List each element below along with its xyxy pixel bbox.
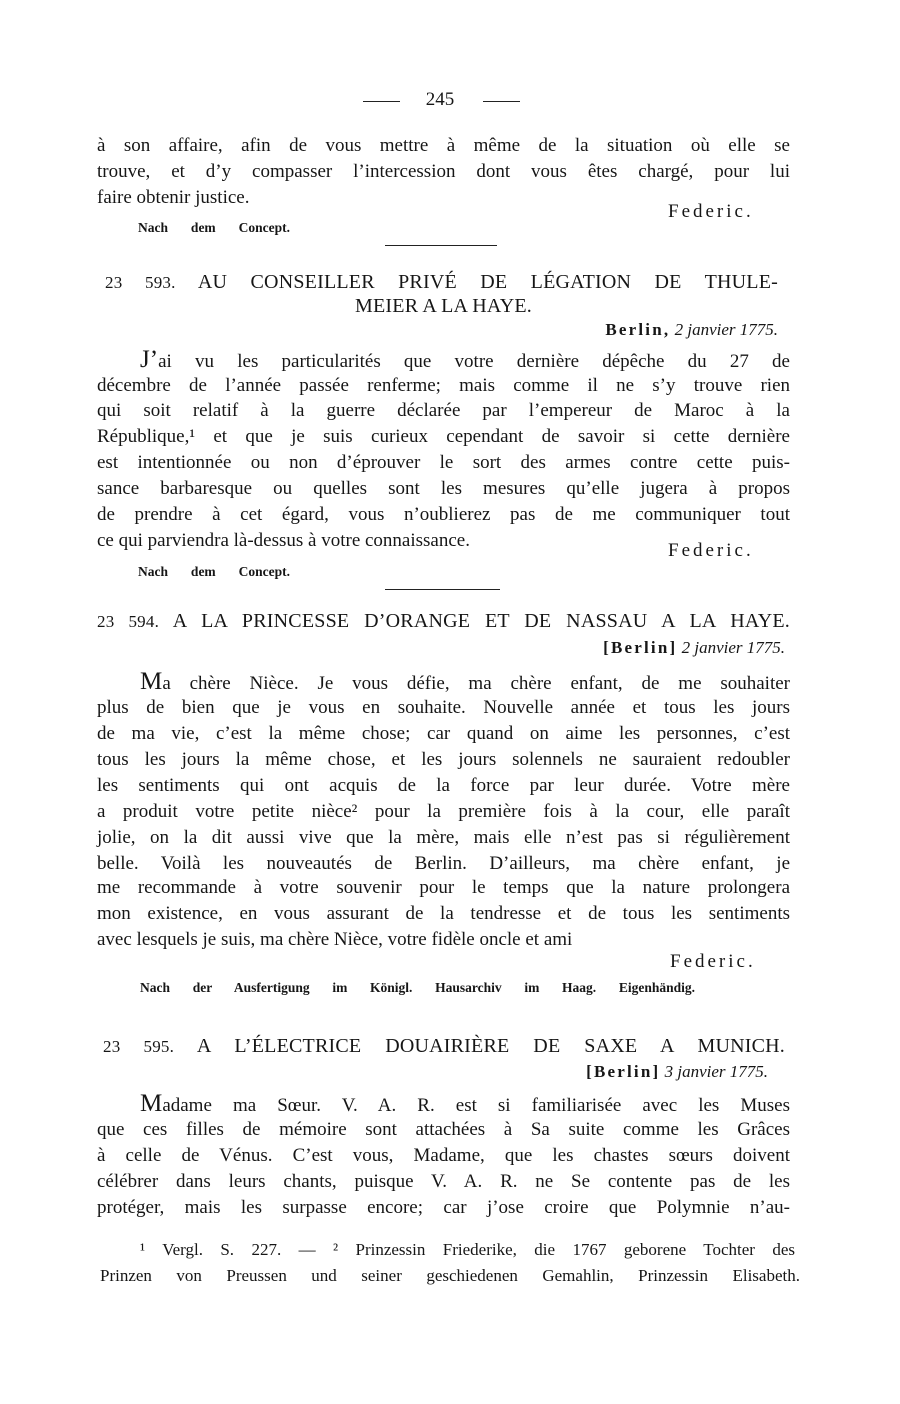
letter-line: à celle de Vénus. C’est vous, Madame, que les chastes sœurs doivent <box>97 1145 790 1166</box>
letter-line: protéger, mais les surpasse encore; car j’ose croire que Polymnie n’au- <box>97 1197 790 1218</box>
continuation-line: faire obtenir justice. <box>97 187 250 208</box>
letter-line: Ma chère Nièce. Je vous défie, ma chère enfant, de me souhaiter <box>140 668 790 695</box>
dateline-place: Berlin, <box>605 320 671 339</box>
letter-line: belle. Voilà les nouveautés de Berlin. D’ailleurs, ma chère enfant, je <box>97 853 790 874</box>
letter-line: célébrer dans leurs chants, puisque V. A. R. ne Se contente pas de les <box>97 1171 790 1192</box>
dateline-date: 2 janvier 1775. <box>674 320 778 339</box>
continuation-line: trouve, et d’y compasser l’intercession dont vous êtes chargé, pour lui <box>97 161 790 182</box>
letter-line: avec lesquels je suis, ma chère Nièce, votre fidèle oncle et ami <box>97 929 573 950</box>
letter-heading-line <box>105 269 778 295</box>
letter-number: 23 595. <box>103 1037 175 1056</box>
letter-line: Madame ma Sœur. V. A. R. est si familiarisée avec les Muses <box>140 1090 790 1117</box>
letter-line: qui soit relatif à la guerre déclarée par l’empereur de Maroc à la <box>97 400 790 421</box>
page-number-rule-left <box>363 101 400 102</box>
letter-heading: A LA PRINCESSE D’ORANGE ET DE NASSAU A LA HAYE. <box>172 610 790 632</box>
letter-heading: A L’ÉLECTRICE DOUAIRIÈRE DE SAXE A MUNICH. <box>196 1035 785 1057</box>
letter-line: tous les jours la même chose, et les jours solennels ne sauraient redoubler <box>97 749 790 770</box>
letter-heading-line <box>103 1033 785 1059</box>
signature: Federic. <box>668 540 754 561</box>
letter-line: plus de bien que je vous en souhaite. Nouvelle année et tous les jours <box>97 697 790 718</box>
dateline-date: 2 janvier 1775. <box>681 638 785 657</box>
letter-line: jolie, on la dit aussi vive que la mère, mais elle n’est pas si régulièrement <box>97 827 790 848</box>
letter-line: République,¹ et que je suis curieux cependant de savoir si cette dernière <box>97 426 790 447</box>
letter-line: de ma vie, c’est la même chose; car quand on aime les personnes, c’est <box>97 723 790 744</box>
page-number: 245 <box>425 89 455 110</box>
source-note: Nach dem Concept. <box>138 220 290 235</box>
letter-line: a produit votre petite nièce² pour la première fois à la cour, elle paraît <box>97 801 790 822</box>
dateline-place: [Berlin] <box>603 638 678 657</box>
letter-number: 23 593. <box>105 273 176 292</box>
dateline <box>605 317 778 343</box>
source-note: Nach der Ausfertigung im Königl. Hausarchiv im Haag. Eigenhändig. <box>140 980 695 995</box>
letter-number: 23 594. <box>97 612 160 631</box>
page-number-rule-right <box>483 101 520 102</box>
letter-heading: AU CONSEILLER PRIVÉ DE LÉGATION DE THULE- <box>197 271 778 293</box>
dateline <box>586 1059 768 1085</box>
letter-line: ce qui parviendra là-dessus à votre connaissance. <box>97 530 470 551</box>
footnote-line: ¹ Vergl. S. 227. — ² Prinzessin Friederike, die 1767 geborene Tochter des <box>140 1240 795 1259</box>
footnote-line: Prinzen von Preussen und seiner geschiedenen Gemahlin, Prinzessin Elisabeth. <box>100 1266 800 1285</box>
letter-heading: MEIER A LA HAYE. <box>355 295 532 317</box>
section-divider <box>385 245 497 246</box>
dateline-date: 3 janvier 1775. <box>664 1062 768 1081</box>
letter-line: est intentionnée ou non d’éprouver le sort des armes contre cette puis- <box>97 452 790 473</box>
letter-line: de prendre à cet égard, vous n’oublierez pas de me communiquer tout <box>97 504 790 525</box>
letter-line: mon existence, en vous assurant de la tendresse et de tous les sentiments <box>97 903 790 924</box>
letter-line: sance barbaresque ou quelles sont les mesures qu’elle jugera à propos <box>97 478 790 499</box>
letter-line: me recommande à votre souvenir pour le temps que la nature prolongera <box>97 877 790 898</box>
letter-heading-line <box>97 608 790 634</box>
continuation-line: à son affaire, afin de vous mettre à même de la situation où elle se <box>97 135 790 156</box>
letter-line: que ces filles de mémoire sont attachées à Sa suite comme les Grâces <box>97 1119 790 1140</box>
section-divider <box>385 589 500 590</box>
signature: Federic. <box>668 201 754 222</box>
letter-line: décembre de l’année passée renferme; mais comme il ne s’y trouve rien <box>97 375 790 396</box>
letter-line: J’ai vu les particularités que votre dernière dépêche du 27 de <box>140 346 790 373</box>
dateline-place: [Berlin] <box>586 1062 661 1081</box>
source-note: Nach dem Concept. <box>138 564 290 579</box>
signature: Federic. <box>670 951 756 972</box>
letter-line: les sentiments qui ont acquis de la force par leur durée. Votre mère <box>97 775 790 796</box>
dateline <box>603 635 785 661</box>
